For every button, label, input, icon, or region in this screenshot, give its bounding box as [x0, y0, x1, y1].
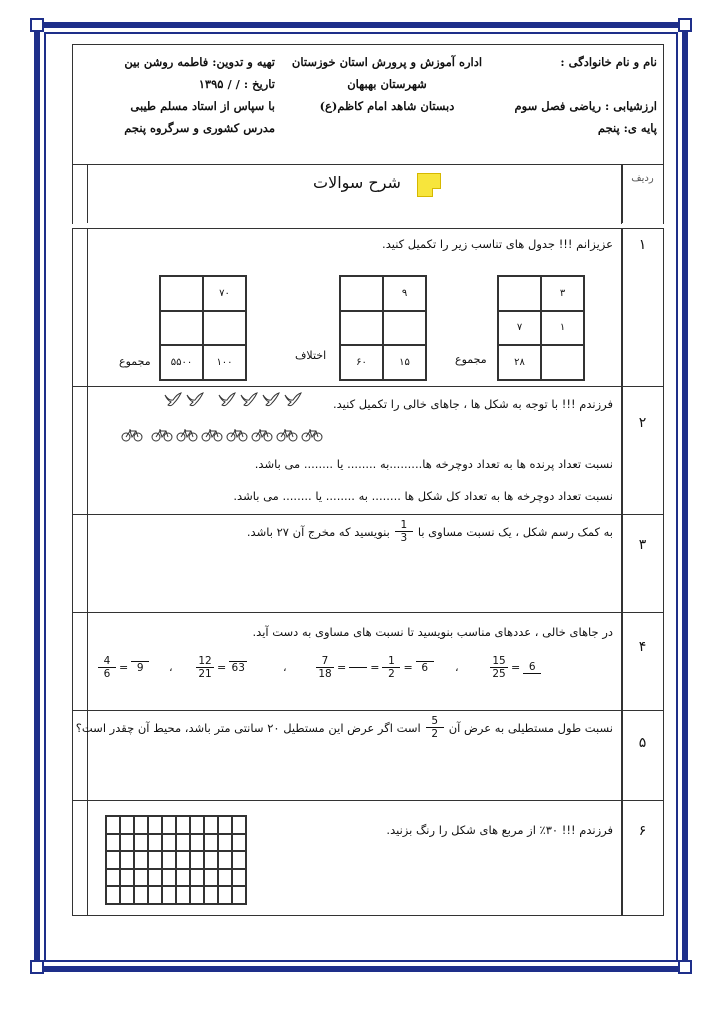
grid-square[interactable] [176, 869, 190, 887]
birds-row [163, 391, 313, 411]
grid-square[interactable] [134, 886, 148, 904]
bicycle-icon [201, 428, 223, 442]
subject-label: ارزشیابی : ریاضی فصل سوم [514, 99, 657, 113]
exam-header [72, 44, 664, 164]
bicycle-icon [276, 428, 298, 442]
answer-line-1: نسبت تعداد پرنده ها به تعداد دوچرخه ها.........به ........ یا ........ می باشد. [254, 457, 613, 471]
question-1 [72, 228, 664, 386]
table-cell[interactable]: ۹ [383, 276, 426, 311]
grid-square[interactable] [106, 834, 120, 852]
fraction-equation: $\frac{4}{6}$ = 9 [95, 655, 152, 680]
fraction-numerator: 4 [98, 655, 116, 668]
grid-square[interactable] [120, 886, 134, 904]
fraction-equation: $\frac{7}{18}$ = = $\frac{1}{2}$ = 6 [313, 655, 437, 680]
border-corner [678, 18, 692, 32]
question-4 [72, 612, 664, 710]
table-cell[interactable] [203, 311, 246, 346]
fraction-equation: $\frac{12}{21}$ = 63 [193, 655, 250, 680]
bicycle-icon [251, 428, 273, 442]
question-text [76, 715, 613, 740]
fraction [395, 519, 413, 544]
bird-icon [239, 391, 259, 409]
table-cell[interactable]: ۳ [541, 276, 584, 311]
grid-square[interactable] [190, 851, 204, 869]
question-number: ۱ [621, 229, 663, 386]
table-cell[interactable]: ۱۵ [383, 345, 426, 380]
grid-square[interactable] [106, 869, 120, 887]
question-text: فرزندم !!! با توجه به شکل ها ، جاهای خالی را تکمیل کنید. [332, 397, 613, 411]
bird-icon [261, 391, 281, 409]
grid-square[interactable] [148, 834, 162, 852]
fraction [426, 715, 444, 740]
bird-icon [163, 391, 183, 409]
table-cell[interactable]: ۲۸ [498, 345, 541, 380]
table-label: مجموع [119, 355, 151, 368]
question-number: ۵ [621, 711, 663, 800]
org-label: اداره آموزش و پرورش استان خوزستان [291, 55, 483, 69]
fraction-numerator: 1 [382, 655, 400, 668]
row-column-label: ردیف [621, 165, 663, 224]
header-right [487, 51, 657, 139]
grid-square[interactable] [218, 834, 232, 852]
grid-square[interactable] [218, 886, 232, 904]
fraction-denominator: 6 [103, 668, 111, 680]
coloring-grid [105, 815, 247, 905]
question-number: ۳ [621, 515, 663, 612]
question-3 [72, 514, 664, 612]
section-title: شرح سوالات [313, 173, 401, 192]
grid-square[interactable] [134, 834, 148, 852]
fraction-denominator: 2 [388, 668, 395, 680]
table-cell[interactable]: ۱ [541, 311, 584, 346]
header-left [85, 51, 275, 139]
thanks-label: با سپاس از استاد مسلم طیبی [130, 99, 275, 113]
fraction-numerator: 7 [316, 655, 334, 668]
question-text-part: به کمک رسم شکل ، یک نسبت مساوی با [417, 524, 613, 539]
table-label: مجموع [455, 353, 487, 366]
grid-square[interactable] [106, 816, 120, 834]
question-text [247, 519, 613, 544]
table-cell[interactable] [340, 276, 383, 311]
table-cell[interactable]: ۵۵۰۰ [160, 345, 203, 380]
table-cell[interactable]: ۷ [498, 311, 541, 346]
fraction-denominator: 18 [318, 668, 332, 680]
proportion-table [497, 275, 585, 381]
grid-square[interactable] [190, 834, 204, 852]
table-cell[interactable] [498, 276, 541, 311]
question-number: ۶ [621, 801, 663, 915]
question-text-part: بنویسید که مخرج آن ۲۷ باشد. [246, 524, 390, 539]
border-corner [678, 960, 692, 974]
grid-square[interactable] [232, 869, 246, 887]
fraction-numerator: 6 [523, 661, 541, 674]
city-label: شهرستان بهبهان [347, 77, 427, 91]
question-text-part: نسبت طول مستطیلی به عرض آن [448, 720, 613, 735]
bicycle-icon [151, 428, 173, 442]
grid-square[interactable] [190, 816, 204, 834]
table-cell[interactable] [340, 311, 383, 346]
date-label: تاریخ : / / ۱۳۹۵ [198, 77, 275, 91]
separator-comma: ، [283, 661, 287, 674]
question-5 [72, 710, 664, 800]
grid-square[interactable] [232, 851, 246, 869]
grid-square[interactable] [190, 886, 204, 904]
grid-square[interactable] [120, 869, 134, 887]
grid-square[interactable] [148, 869, 162, 887]
grid-square[interactable] [162, 816, 176, 834]
fraction-numerator[interactable] [349, 667, 367, 668]
bicycle-icon [176, 428, 198, 442]
fraction-numerator: 12 [196, 655, 214, 668]
grid-square[interactable] [232, 834, 246, 852]
grid-square[interactable] [148, 851, 162, 869]
grid-square[interactable] [162, 886, 176, 904]
grid-square[interactable] [176, 851, 190, 869]
bird-icon [217, 391, 237, 409]
bird-icon [185, 391, 205, 409]
separator-comma: ، [169, 661, 173, 674]
grid-square[interactable] [148, 886, 162, 904]
grid-square[interactable] [162, 851, 176, 869]
grid-square[interactable] [204, 834, 218, 852]
separator-comma: ، [455, 661, 459, 674]
school-label: دبستان شاهد امام کاظم(ع) [319, 99, 455, 113]
fraction-denominator: 2 [431, 728, 439, 740]
grid-square[interactable] [162, 869, 176, 887]
fraction-equation: $\frac{15}{25}$ = 6 [487, 655, 544, 680]
subheader-row [72, 164, 664, 224]
answer-line-2: نسبت تعداد دوچرخه ها به تعداد کل شکل ها ........ به ........ یا ........ می باشد. [233, 489, 613, 503]
grid-square[interactable] [134, 816, 148, 834]
question-number: ۴ [621, 613, 663, 710]
grid-square[interactable] [190, 869, 204, 887]
table-cell[interactable] [160, 311, 203, 346]
grid-square[interactable] [204, 869, 218, 887]
fraction-numerator: 1 [395, 519, 413, 532]
grid-square[interactable] [120, 834, 134, 852]
question-text-part: است اگر عرض این مستطیل ۲۰ سانتی متر باشد، محیط آن چقدر است؟ [75, 720, 421, 735]
exam-sheet [72, 44, 666, 916]
grid-square[interactable] [218, 816, 232, 834]
fraction-denominator: 63 [231, 662, 245, 674]
grid-square[interactable] [204, 851, 218, 869]
bicycle-icon [121, 428, 143, 442]
fraction-denominator: 21 [198, 668, 212, 680]
proportion-table [339, 275, 427, 381]
grid-square[interactable] [106, 886, 120, 904]
grid-square[interactable] [134, 851, 148, 869]
table-cell[interactable] [541, 345, 584, 380]
teacher-label: مدرس کشوری و سرگروه پنجم [124, 121, 275, 135]
table-cell[interactable] [160, 276, 203, 311]
fraction-denominator: 9 [136, 662, 144, 674]
question-6 [72, 800, 664, 916]
table-cell[interactable]: ۷۰ [203, 276, 246, 311]
border-corner [30, 18, 44, 32]
table-cell[interactable]: ۶۰ [340, 345, 383, 380]
question-text: در جاهای خالی ، عددهای مناسب بنویسید تا نسبت های مساوی به دست آید. [252, 625, 613, 639]
fraction-numerator: 15 [490, 655, 508, 668]
question-text: عزیزانم !!! جدول های تناسب زیر را تکمیل کنید. [382, 237, 613, 251]
grid-square[interactable] [176, 816, 190, 834]
grid-square[interactable] [106, 851, 120, 869]
grid-square[interactable] [232, 816, 246, 834]
grade-label: پایه ی: پنجم [597, 121, 657, 135]
border-corner [30, 960, 44, 974]
table-cell[interactable] [383, 311, 426, 346]
question-text: فرزندم !!! ۳۰٪ از مربع های شکل را رنگ بزنید. [386, 823, 613, 837]
bird-icon [283, 391, 303, 409]
grid-square[interactable] [176, 886, 190, 904]
grid-square[interactable] [120, 851, 134, 869]
grid-square[interactable] [218, 869, 232, 887]
fraction-numerator: 5 [426, 715, 444, 728]
grid-square[interactable] [176, 834, 190, 852]
grid-square[interactable] [120, 816, 134, 834]
fraction-denominator: 3 [400, 532, 408, 544]
table-label: اختلاف [295, 349, 327, 362]
header-center [287, 51, 487, 117]
student-name-label: نام و نام خانوادگی : [560, 55, 657, 69]
grid-square[interactable] [218, 851, 232, 869]
grid-square[interactable] [134, 869, 148, 887]
question-number: ۲ [621, 387, 663, 514]
grid-square[interactable] [162, 834, 176, 852]
bicycle-icon [226, 428, 248, 442]
grid-square[interactable] [148, 816, 162, 834]
fraction-denominator: 25 [492, 668, 506, 680]
proportion-table [159, 275, 247, 381]
table-cell[interactable]: ۱۰۰ [203, 345, 246, 380]
author-label: تهیه و تدوین: فاطمه روشن بین [124, 55, 275, 69]
sticky-note-icon [417, 173, 441, 197]
grid-square[interactable] [204, 886, 218, 904]
fraction-denominator: 6 [421, 662, 428, 674]
grid-square[interactable] [232, 886, 246, 904]
bicycles-row [121, 427, 341, 445]
bicycle-icon [301, 428, 323, 442]
question-2 [72, 386, 664, 514]
grid-square[interactable] [204, 816, 218, 834]
